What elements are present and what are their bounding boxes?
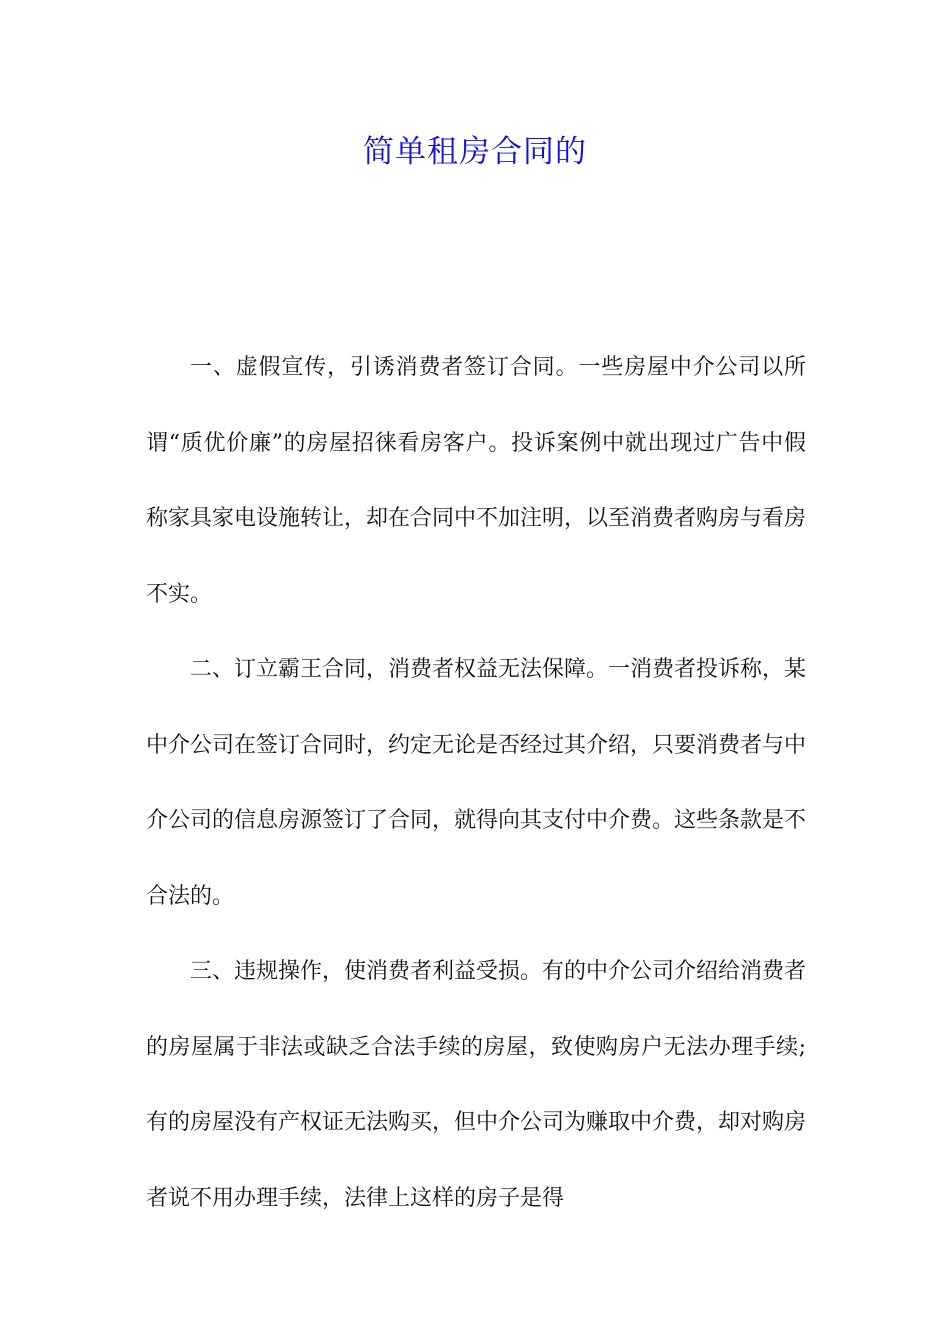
paragraph-2: 二、订立霸王合同，消费者权益无法保障。一消费者投诉称，某中介公司在签订合同时，约定无论是否经过其介绍，只要消费者与中介公司的信息房源签订了合同，就得向其支付中介费。这些条款是不合法的。 (146, 657, 807, 909)
page-title: 简单租房合同的 (363, 134, 587, 170)
document-body (146, 330, 806, 1236)
paragraph-3: 三、违规操作，使消费者利益受损。有的中介公司介绍给消费者的房屋属于非法或缺乏合法手续的房屋，致使购房户无法办理手续;有的房屋没有产权证无法购买，但中介公司为赚取中介费，却对购房者说不用办理手续，法律上这样的房子是得 (146, 959, 807, 1211)
paragraph-1: 一、虚假宣传，引诱消费者签订合同。一些房屋中介公司以所谓“质优价廉”的房屋招徕看房客户。投诉案例中就出现过广告中假称家具家电设施转让，却在合同中不加注明，以至消费者购房与看房不实。 (146, 355, 807, 607)
